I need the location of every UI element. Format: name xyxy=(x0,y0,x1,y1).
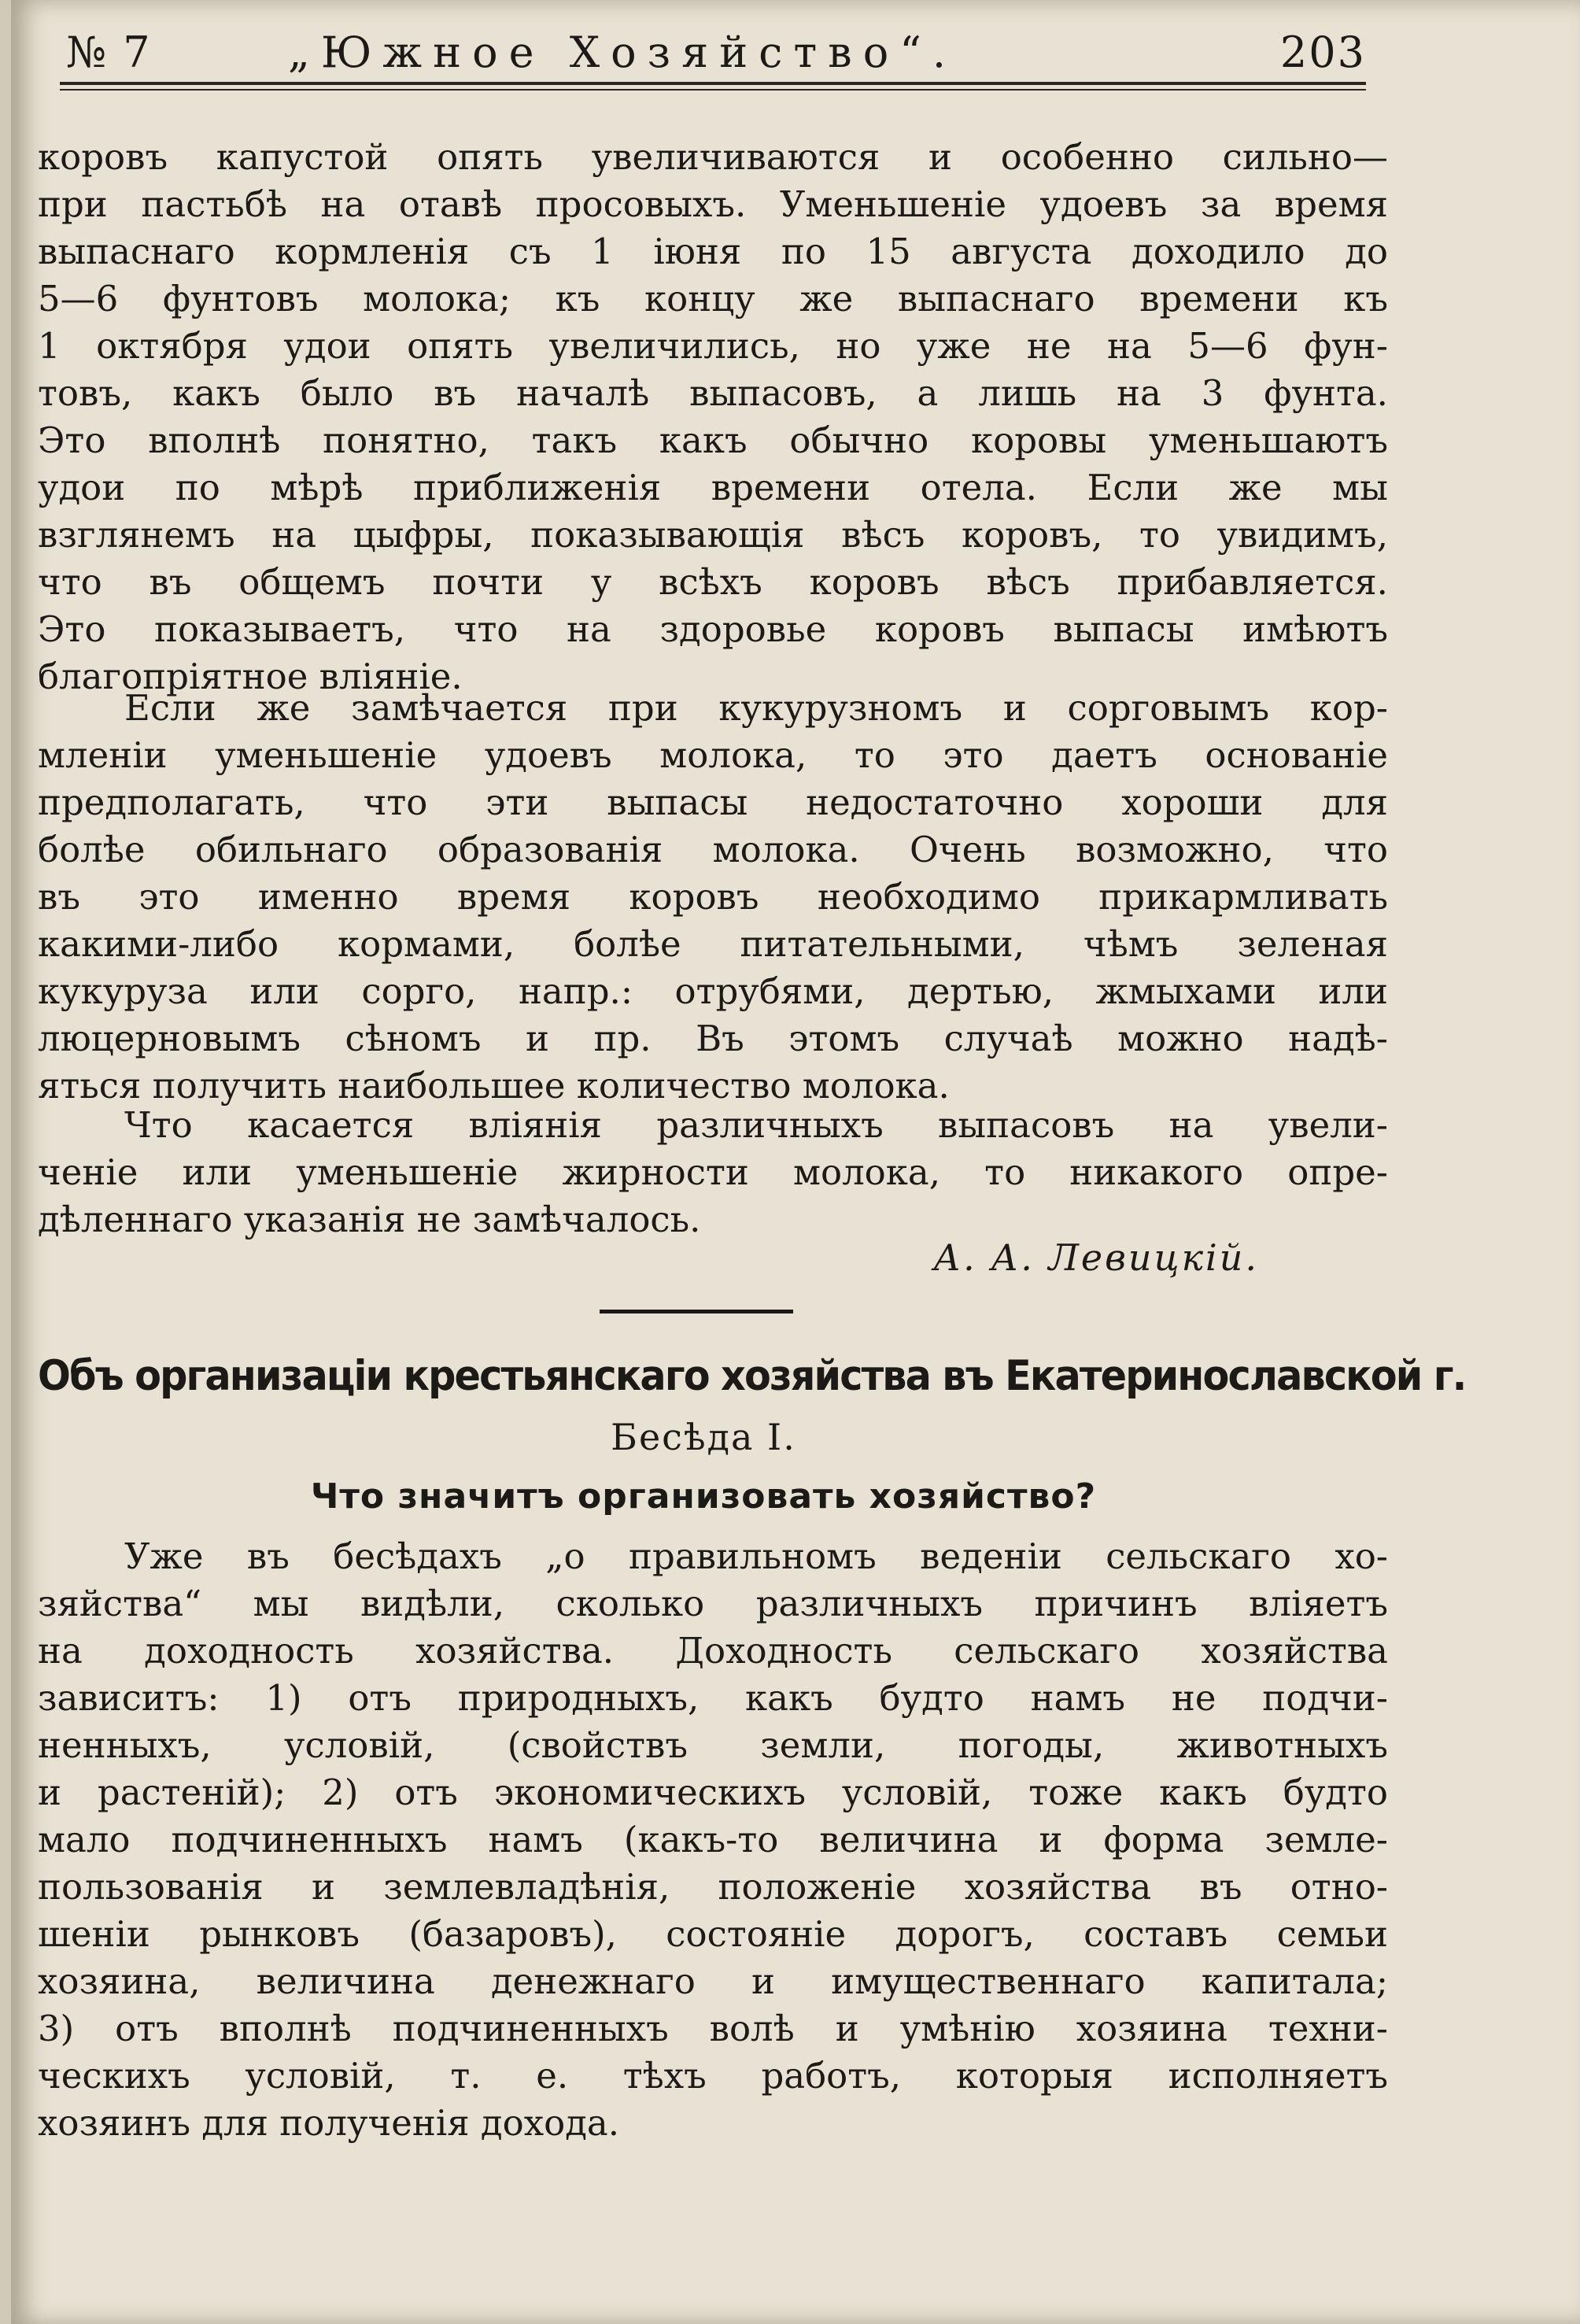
text-line: шеніи рынковъ (базаровъ), состояніе дорогъ, составъ семьи xyxy=(38,1913,1388,1955)
text-line: товъ, какъ было въ началѣ выпасовъ, а лишь на 3 фунта. xyxy=(38,372,1388,414)
text-line: ненныхъ, условій, (свойствъ земли, погоды, животныхъ xyxy=(38,1724,1388,1766)
text-line: 1 октября удои опять увеличились, но уже не на 5—6 фун- xyxy=(38,325,1388,367)
text-line: болѣе обильнаго образованія молока. Очень возможно, что xyxy=(38,829,1388,870)
issue-number: № 7 xyxy=(66,28,152,77)
text-line: и растеній); 2) отъ экономическихъ условій, тоже какъ будто xyxy=(38,1772,1388,1813)
journal-title: „Южное Хозяйство“. xyxy=(288,28,957,77)
text-line: ческихъ условій, т. е. тѣхъ работъ, которыя исполняетъ xyxy=(38,2055,1388,2097)
paragraph-2 xyxy=(38,685,1388,1110)
text-line: что въ общемъ почти у всѣхъ коровъ вѣсъ прибавляется. xyxy=(38,561,1388,603)
section-heading: Что значитъ организовать хозяйство? xyxy=(310,1476,1097,1517)
text-line: предполагать, что эти выпасы недостаточно хороши для xyxy=(38,781,1388,823)
section-divider xyxy=(600,1310,793,1313)
text-line: въ это именно время коровъ необходимо прикармливать xyxy=(38,876,1388,918)
text-line: благопріятное вліяніе. xyxy=(38,656,463,697)
paragraph-1 xyxy=(38,134,1388,700)
paragraph-3 xyxy=(38,1102,1388,1243)
text-line: хозяинъ для полученія дохода. xyxy=(38,2102,620,2144)
text-line: какими-либо кормами, болѣе питательными, чѣмъ зеленая xyxy=(38,923,1388,965)
text-line: ченіе или уменьшеніе жирности молока, то никакого опре- xyxy=(38,1151,1388,1193)
text-line: 5—6 фунтовъ молока; къ концу же выпаснаго времени къ xyxy=(38,278,1388,320)
text-line: яться получить наибольшее количество молока. xyxy=(38,1065,950,1107)
header-rule-thin xyxy=(60,89,1366,91)
book-page xyxy=(11,0,1580,2324)
article-title: Объ организаціи крестьянскаго хозяйства въ Екатеринославской г. xyxy=(38,1352,1466,1400)
header-rule xyxy=(60,82,1366,85)
text-line: мленіи уменьшеніе удоевъ молока, то это даетъ основаніе xyxy=(38,734,1388,776)
text-line: Уже въ бесѣдахъ „о правильномъ веденіи сельскаго хо- xyxy=(124,1535,1388,1577)
text-line: пользованія и землевладѣнія, положеніе хозяйства въ отно- xyxy=(38,1866,1388,1908)
text-line: дѣленнаго указанія не замѣчалось. xyxy=(38,1199,701,1240)
page-header xyxy=(60,28,1366,77)
article-body xyxy=(38,1533,1388,2147)
text-line: взглянемъ на цыфры, показывающія вѣсъ коровъ, то увидимъ, xyxy=(38,514,1388,556)
article-subtitle: Бесѣда I. xyxy=(611,1416,796,1458)
text-line: Если же замѣчается при кукурузномъ и сорговымъ кор- xyxy=(124,687,1388,729)
text-line: люцерновымъ сѣномъ и пр. Въ этомъ случаѣ можно надѣ- xyxy=(38,1018,1388,1059)
text-line: Что касается вліянія различныхъ выпасовъ на увели- xyxy=(124,1104,1388,1146)
author-signature: А. А. Левицкій. xyxy=(933,1236,1259,1279)
text-line: коровъ капустой опять увеличиваются и особенно сильно— xyxy=(38,136,1388,178)
text-line: выпаснаго кормленія съ 1 іюня по 15 августа доходило до xyxy=(38,231,1388,272)
text-line: 3) отъ вполнѣ подчиненныхъ волѣ и умѣнію хозяина техни- xyxy=(38,2008,1388,2049)
page-number: 203 xyxy=(1279,28,1366,77)
text-line: удои по мѣрѣ приближенія времени отела. Если же мы xyxy=(38,467,1388,508)
text-line: Это вполнѣ понятно, такъ какъ обычно коровы уменьшаютъ xyxy=(38,419,1388,461)
text-line: Это показываетъ, что на здоровье коровъ выпасы имѣютъ xyxy=(38,608,1388,650)
text-line: мало подчиненныхъ намъ (какъ-то величина и форма земле- xyxy=(38,1819,1388,1860)
text-line: на доходность хозяйства. Доходность сельскаго хозяйства xyxy=(38,1630,1388,1672)
text-line: зяйства“ мы видѣли, сколько различныхъ причинъ вліяетъ xyxy=(38,1583,1388,1624)
text-line: кукуруза или сорго, напр.: отрубями, дертью, жмыхами или xyxy=(38,970,1388,1012)
text-line: хозяина, величина денежнаго и имущественнаго капитала; xyxy=(38,1960,1388,2002)
text-line: зависитъ: 1) отъ природныхъ, какъ будто намъ не подчи- xyxy=(38,1677,1388,1719)
text-line: при пастьбѣ на отавѣ просовыхъ. Уменьшеніе удоевъ за время xyxy=(38,183,1388,225)
